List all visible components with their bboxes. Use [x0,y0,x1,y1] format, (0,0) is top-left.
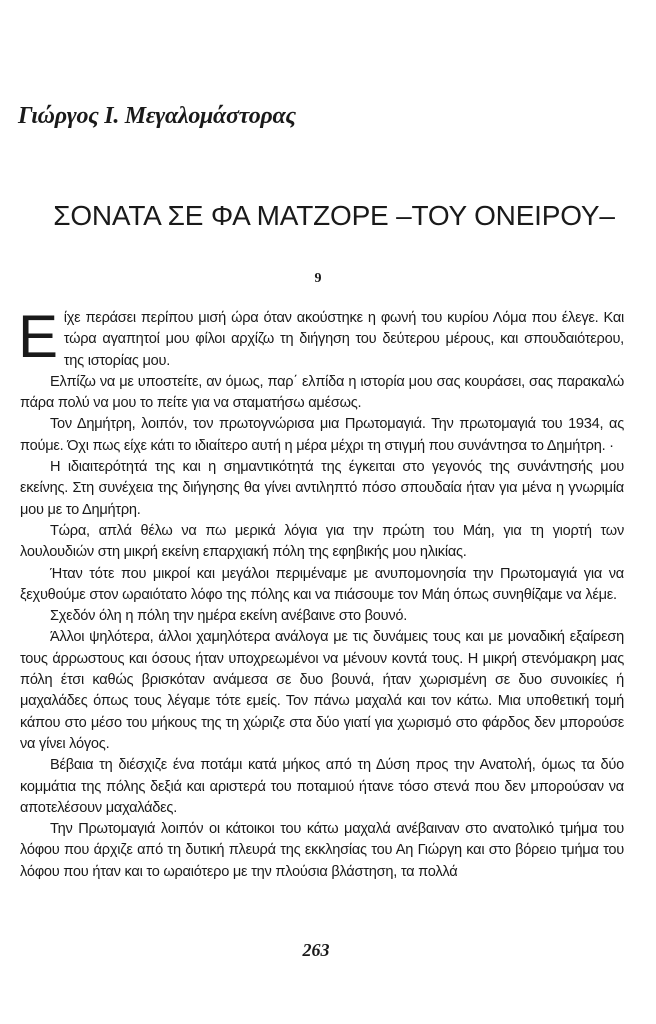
page-number: 263 [302,940,330,960]
paragraph: Την Πρωτομαγιά λοιπόν οι κάτοικοι του κάτω μαχαλά ανέβαιναν στο ανατολικό τμήμα του λόφου που άρχιζε από τη δυτική πλευρά της εκκλησίας του Αη Γιώργη και στο βόρειο τμήμα του λόφου που ήταν και το ωραιότερο με την πλούσια βλάστηση, τα πολλά [20,821,624,880]
drop-cap: Ε [18,303,58,370]
paragraph: Ελπίζω να με υποστείτε, αν όμως, παρ΄ ελπίδα η ιστορία μου σας κουράσει, σας παρακαλώ πάρα πολύ να μου το πείτε για να σταματήσω αμέσως. [20,373,624,412]
paragraph: Βέβαια τη διέσχιζε ένα ποτάμι κατά μήκος από τη Δύση προς την Ανατολή, όμως τα δύο κομμάτια της πόλης δεξιά και αριστερά του ποταμιού ήτανε τόσο στενά που δεν μπορούσαν να αποτελέσουν μαχαλάδες. [20,757,624,816]
body-text [18,303,624,883]
paragraph: Ήταν τότε που μικροί και μεγάλοι περιμέναμε με ανυπομονησία την Πρωτομαγιά για να ξεχυθούμε στον ωραιότατο λόφο της πόλης και να πιάσουμε τον Μάη όπως συνηθίζαμε να λέμε. [20,565,624,603]
author-name: Γιώργος Ι. Μεγαλομάστορας [18,103,296,129]
paragraph: Είχε περάσει περίπου μισή ώρα όταν ακούστηκε η φωνή του κυρίου Λόμα που έλεγε. Και τώρα αγαπητοί μου φίλοι αρχίζω τη διήγηση του δεύτερου μέρους, και σπουδαιότερου, της ιστορίας μου. [18,303,624,370]
paragraph: Σχεδόν όλη η πόλη την ημέρα εκείνη ανέβαινε στο βουνό. [50,608,408,625]
paragraph: Η ιδιαιτερότητά της και η σημαντικότητά της έγκειται στο γεγονός της συνάντησής μου εκείνης. Στη συνέχεια της διήγησης θα γίνει αντιληπτό πόσο σπουδαία ήταν για μένα η γνωριμία μου με το Δημήτρη. [20,459,624,518]
chapter-title: ΣΟΝΑΤΑ ΣΕ ΦΑ ΜΑΤΖΟΡΕ –ΤΟΥ ΟΝΕΙΡΟΥ– [53,200,615,231]
paragraph: Άλλοι ψηλότερα, άλλοι χαμηλότερα ανάλογα με τις δυνάμεις τους και με μοναδική εξαίρεση τους άρρωστους και όσους ήταν υποχρεωμένοι να μένουν κοντά τους. Η μικρή στενόμακρη μας πόλη έτσι καθώς βρισκόταν ανάμεσα σε δυο βουνά, ήταν χωρισμένη σε δυο συνοικίες ή μαχαλάδες όπως τους λέγαμε τότε εμείς. Τον πάνω μαχαλά και τον κάτω. Μια υποθετική τομή κάπου στο μέσο του μήκους της τη χώριζε στα δύο γιατί για χωρισμό στο φάρδος δεν μπορούσε να γίνει λόγος. [20,629,624,752]
paragraph: Τον Δημήτρη, λοιπόν, τον πρωτογνώρισα μια Πρωτομαγιά. Την πρωτομαγιά του 1934, ας πούμε. Όχι πως είχε κάτι το ιδιαίτερο αυτή η μέρα μέχρι τη στιγμή που συνάντησα το Δημήτρη. · [20,416,624,454]
chapter-number: 9 [314,271,322,286]
paragraph: Τώρα, απλά θέλω να πω μερικά λόγια για την πρώτη του Μάη, για τη γιορτή των λουλουδιών στη μικρή εκείνη επαρχιακή πόλη της εφηβικής μου ηλικίας. [20,522,624,561]
